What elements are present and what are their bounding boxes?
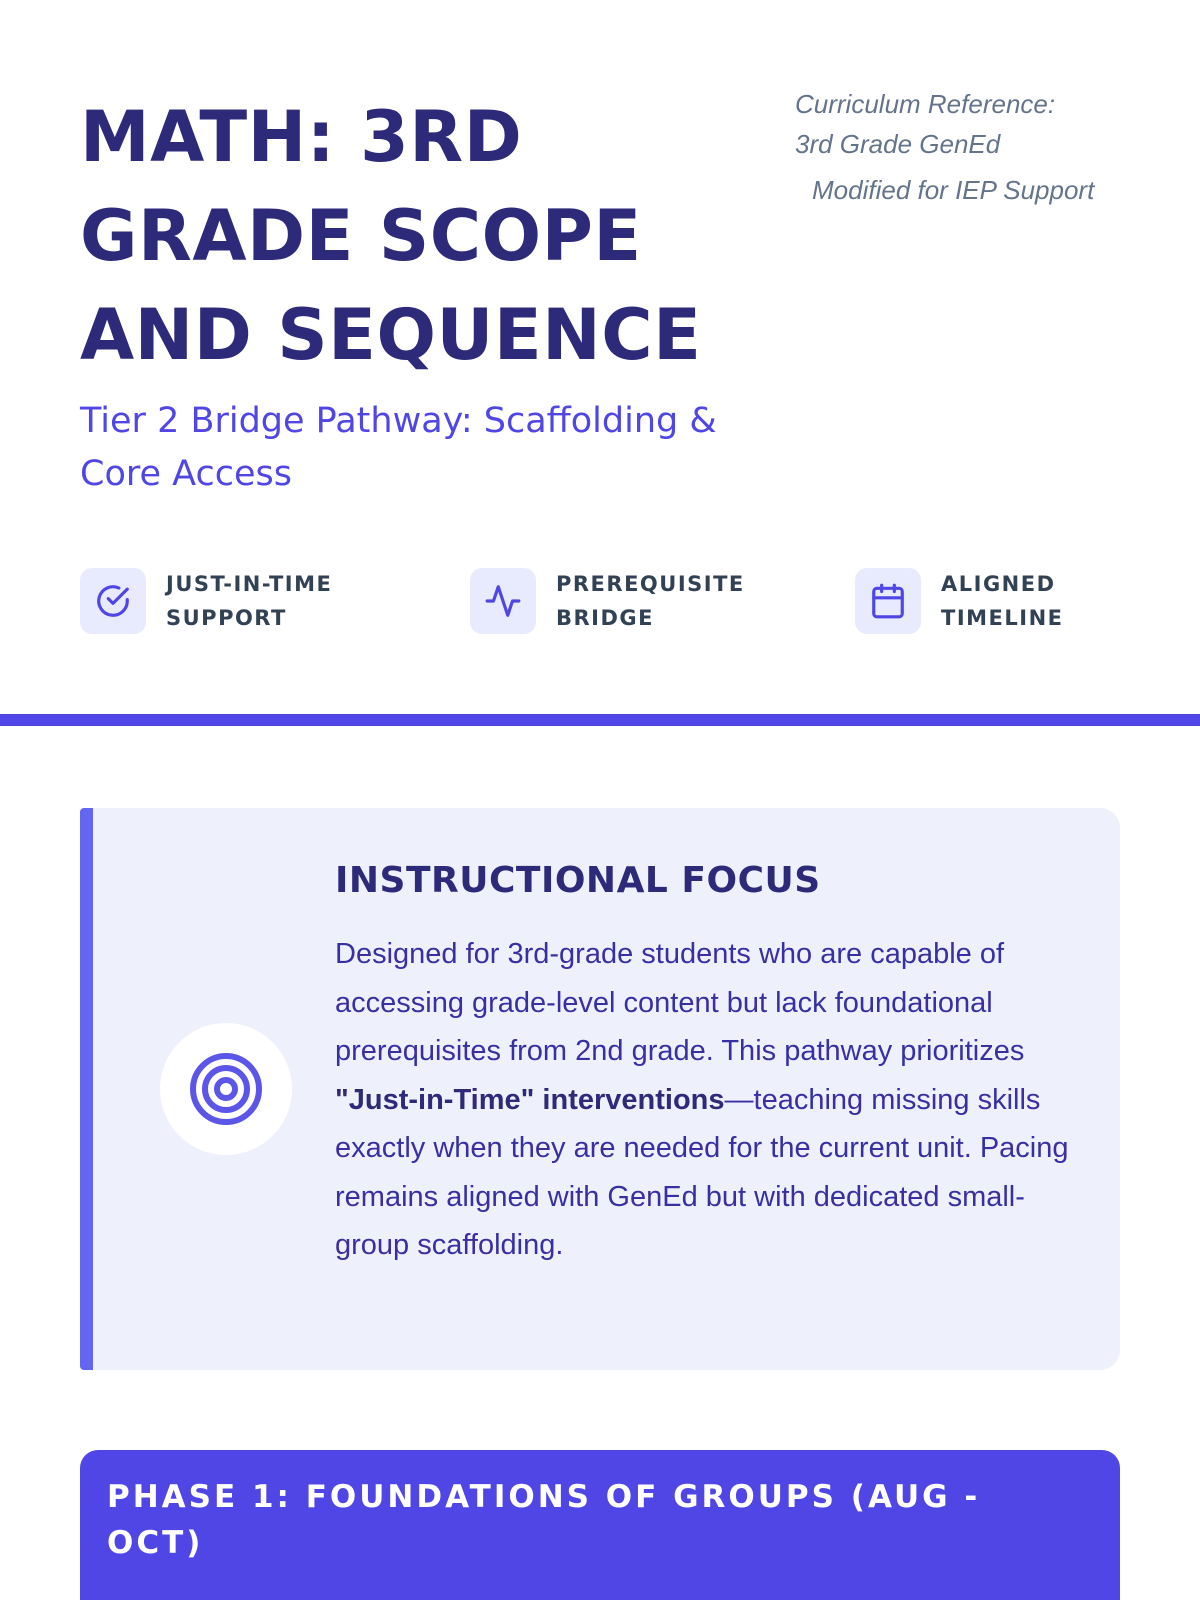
activity-icon [470, 568, 536, 634]
reference-line-2: 3rd Grade GenEd [795, 129, 1001, 159]
focus-text-start: Designed for 3rd-grade students who are capable of accessing grade-level content but lack foundational prerequisites from 2nd grade. This pathway prioritizes [335, 938, 1025, 1067]
page-subtitle: Tier 2 Bridge Pathway: Scaffolding & Core Access [80, 401, 717, 494]
curriculum-reference [795, 84, 1125, 210]
calendar-icon [855, 568, 921, 634]
section-divider [0, 714, 1200, 726]
phase-title: PHASE 1: FOUNDATIONS OF GROUPS (AUG - OCT) [107, 1479, 981, 1561]
feature-label: ALIGNED TIMELINE [941, 572, 1064, 630]
instructional-focus-card [80, 808, 1120, 1370]
feature-just-in-time [80, 567, 366, 635]
focus-text-end: —teaching missing skills exactly when they are needed for the current unit. Pacing remains aligned with GenEd but with dedicated small-group scaffolding. [335, 1083, 1069, 1261]
check-circle-icon [80, 568, 146, 634]
page-title: MATH: 3RD GRADE SCOPE AND SEQUENCE [80, 96, 702, 376]
feature-aligned-timeline [855, 567, 1141, 635]
focus-title: INSTRUCTIONAL FOCUS [335, 860, 821, 901]
feature-prerequisite-bridge [470, 567, 756, 635]
focus-description [335, 930, 1075, 1270]
reference-line-3: Modified for IEP Support [812, 175, 1095, 205]
reference-line-1: Curriculum Reference: [795, 89, 1056, 119]
feature-label: PREREQUISITE BRIDGE [556, 572, 745, 630]
focus-text-emphasis: "Just-in-Time" interventions [335, 1083, 725, 1116]
feature-label: JUST-IN-TIME SUPPORT [166, 572, 333, 630]
target-icon [160, 1023, 292, 1155]
phase-1-header [80, 1450, 1120, 1600]
